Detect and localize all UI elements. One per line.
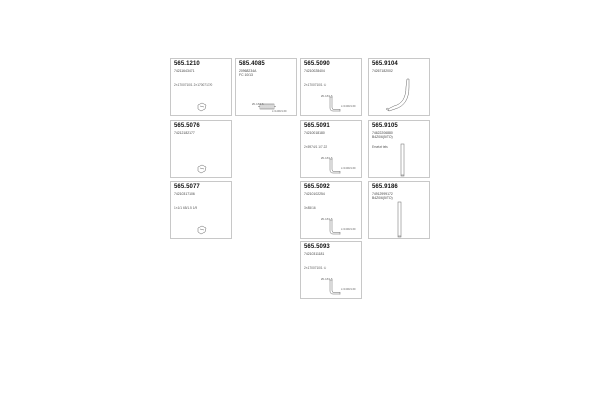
part-code: 565.9104 [372,61,398,67]
part-card-565-1210[interactable] [170,58,232,116]
part-ref: 74210311181 [304,252,325,256]
part-note: 2×1700710/1 ① [304,83,327,87]
part-ref: 74210018180 [304,131,325,135]
part-card-565-5091[interactable] [300,120,362,178]
dimension-label: L=1300/1.69 [341,288,356,291]
part-ref: 74211643471 [174,69,195,73]
part-code: 565.5077 [174,184,200,190]
dimension-label: L=1300/1.69 [341,167,356,170]
part-note: 2×5974/1 1/7.22 [304,145,328,149]
part-note: 2×1700710/1 ① [304,266,327,270]
part-code: 585.4085 [239,61,265,67]
part-card-565-9105[interactable] [368,120,430,178]
part-note: 1×1/1 65/1.5 1/9 [174,206,198,210]
small-pipe-clamp-icon [171,121,233,179]
part-code: 565.5093 [304,244,330,250]
straight-tailpipe-icon [369,121,431,179]
part-card-565-9186[interactable] [368,181,430,239]
exhaust-pipe-bend-icon [301,121,363,179]
part-ref: FC 10/13 [239,73,253,77]
part-code: 565.9186 [372,184,398,190]
dimension-label: Ø1.18/1.5 [252,103,264,106]
part-ref: 74210028404 [304,69,325,73]
part-code: 565.5092 [304,184,330,190]
part-note: 3×85/16 [304,206,316,210]
part-note: 2×1700710/1 2×1700717/0 [174,83,213,87]
part-card-565-5077[interactable] [170,181,232,239]
part-card-565-9104[interactable] [368,58,430,116]
part-ref: 74267182002 [372,69,393,73]
straight-tailpipe-icon [369,182,431,240]
part-card-565-5090[interactable] [300,58,362,116]
small-pipe-clamp-icon [171,182,233,240]
exhaust-pipe-bend-icon [301,242,363,300]
part-note: Ersetzt tels [372,145,388,149]
part-ref: 74912999172 [372,192,393,196]
vertical-stack-elbow-icon [369,59,431,117]
dimension-label: L=1300/1.69 [341,105,356,108]
exhaust-pipe-bend-icon [301,59,363,117]
exhaust-pipe-bend-icon [301,182,363,240]
part-code: 565.5090 [304,61,330,67]
part-ref: 20968234A [239,69,257,73]
dimension-label: Ø1.18/1.5 [321,218,333,221]
part-card-565-5093[interactable] [300,241,362,299]
part-card-585-4085[interactable] [235,58,297,116]
part-ref: B4Z0/6(5/TO) [372,196,393,200]
part-card-565-5076[interactable] [170,120,232,178]
part-ref: 74212182177 [174,131,195,135]
part-ref: 74622206880 [372,131,393,135]
part-code: 565.9105 [372,123,398,129]
part-code: 565.5091 [304,123,330,129]
part-ref: 74210317106 [174,192,195,196]
dimension-label: L=1400/1.69 [272,110,287,113]
flexible-hose-icon [236,59,298,117]
dimension-label: Ø1.18/1.5 [321,95,333,98]
dimension-label: Ø1.18/1.5 [321,278,333,281]
part-code: 565.1210 [174,61,200,67]
dimension-label: Ø1.18/1.5 [321,157,333,160]
small-pipe-clamp-icon [171,59,233,117]
dimension-label: L=1300/1.69 [341,228,356,231]
part-ref: 74210102254 [304,192,325,196]
part-card-565-5092[interactable] [300,181,362,239]
part-code: 565.5076 [174,123,200,129]
part-ref: B4Z0/6(5/TO) [372,135,393,139]
